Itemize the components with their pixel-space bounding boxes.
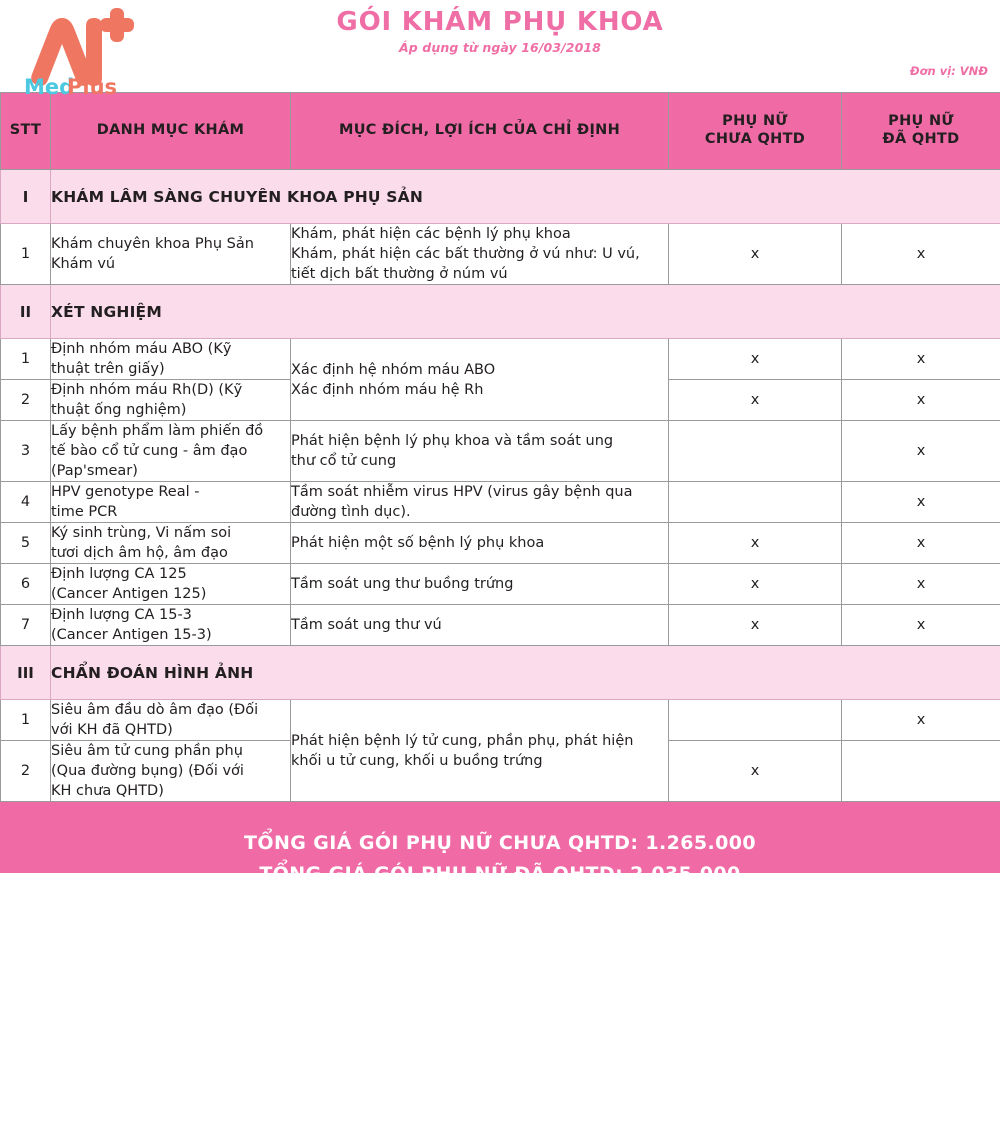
text-line: Tầm soát ung thư buồng trứng (291, 576, 514, 592)
row-description (291, 523, 669, 564)
table-body (1, 170, 1000, 802)
text-line: KH chưa QHTD) (51, 783, 164, 799)
row-description (291, 339, 669, 421)
table-row (1, 224, 1000, 285)
row-mark-da-qhtd: x (842, 564, 1000, 605)
row-description (291, 421, 669, 482)
text-line: Tầm soát ung thư vú (291, 617, 442, 633)
text-line: HPV genotype Real - (51, 484, 200, 500)
currency-unit-note: Đơn vị: VNĐ (909, 64, 988, 78)
row-mark-chua-qhtd (669, 421, 842, 482)
text-line: tiết dịch bất thường ở núm vú (291, 266, 508, 282)
row-name (51, 605, 291, 646)
medplus-logo (14, 4, 144, 96)
table-row (1, 700, 1000, 741)
row-name (51, 741, 291, 802)
package-table (0, 92, 1000, 802)
totals-footer (0, 802, 1000, 885)
col-header-chua-line2: CHƯA QHTD (704, 131, 806, 147)
row-mark-chua-qhtd: x (669, 741, 842, 802)
row-mark-chua-qhtd: x (669, 380, 842, 421)
text-line: thư cổ tử cung (291, 453, 397, 469)
text-line: (Cancer Antigen 15-3) (51, 627, 212, 643)
row-mark-da-qhtd: x (842, 605, 1000, 646)
row-name (51, 564, 291, 605)
text-line: Phát hiện bệnh lý tử cung, phần phụ, phát hiện (291, 732, 634, 749)
text-line: Khám vú (51, 256, 116, 272)
row-description (291, 482, 669, 523)
text-line: Khám chuyên khoa Phụ Sản (51, 236, 254, 252)
row-mark-chua-qhtd: x (669, 605, 842, 646)
total-chua-qhtd: TỔNG GIÁ GÓI PHỤ NỮ CHƯA QHTD: 1.265.000 (244, 832, 756, 854)
row-mark-chua-qhtd: x (669, 523, 842, 564)
text-line: khối u tử cung, khối u buồng trứng (291, 752, 543, 769)
table-row (1, 523, 1000, 564)
section-label: KHÁM LÂM SÀNG CHUYÊN KHOA PHỤ SẢN (51, 170, 1000, 224)
row-number: 1 (1, 700, 51, 741)
col-header-name: DANH MỤC KHÁM (51, 93, 291, 170)
row-mark-da-qhtd: x (842, 380, 1000, 421)
text-line: Ký sinh trùng, Vi nấm soi (51, 525, 232, 541)
col-header-desc: MỤC ĐÍCH, LỢI ÍCH CỦA CHỈ ĐỊNH (291, 93, 669, 170)
text-line: (Qua đường bụng) (Đối với (51, 763, 244, 779)
page-header (0, 0, 1000, 96)
row-mark-da-qhtd: x (842, 523, 1000, 564)
row-name (51, 482, 291, 523)
text-line: Định lượng CA 15-3 (51, 607, 192, 623)
row-mark-chua-qhtd (669, 482, 842, 523)
row-description (291, 605, 669, 646)
col-header-da-line2: ĐÃ QHTD (882, 131, 960, 147)
col-header-stt: STT (1, 93, 51, 170)
row-mark-da-qhtd: x (842, 224, 1000, 285)
text-line: Tầm soát nhiễm virus HPV (virus gây bệnh qua (291, 484, 633, 500)
col-header-da-qhtd (842, 93, 1000, 170)
row-description (291, 224, 669, 285)
logo-mark-icon (14, 4, 144, 96)
row-mark-chua-qhtd: x (669, 339, 842, 380)
row-mark-chua-qhtd (669, 700, 842, 741)
row-number: 1 (1, 224, 51, 285)
text-line: Định lượng CA 125 (51, 566, 187, 582)
row-mark-chua-qhtd: x (669, 224, 842, 285)
text-line: Định nhóm máu Rh(D) (Kỹ (51, 382, 243, 398)
row-name (51, 421, 291, 482)
logo-word-plus: Plus (67, 75, 118, 96)
row-number: 2 (1, 741, 51, 802)
section-header-row (1, 170, 1000, 224)
row-number: 2 (1, 380, 51, 421)
text-line: đường tình dục). (291, 504, 411, 520)
row-mark-da-qhtd: x (842, 421, 1000, 482)
text-line: Phát hiện bệnh lý phụ khoa và tầm soát ung (291, 433, 614, 449)
row-name (51, 339, 291, 380)
page-subtitle: Áp dụng từ ngày 16/03/2018 (399, 39, 601, 55)
section-number: III (1, 646, 51, 700)
row-number: 6 (1, 564, 51, 605)
col-header-da-line1: PHỤ NỮ (888, 113, 954, 130)
text-line: thuật trên giấy) (51, 361, 165, 377)
row-name (51, 380, 291, 421)
row-name (51, 523, 291, 564)
table-row (1, 339, 1000, 380)
row-number: 3 (1, 421, 51, 482)
text-line: Lấy bệnh phẩm làm phiến đồ (51, 423, 264, 439)
table-header-row (1, 93, 1000, 170)
text-line: tươi dịch âm hộ, âm đạo (51, 545, 228, 561)
text-line: Siêu âm tử cung phần phụ (51, 743, 243, 759)
text-line: (Pap'smear) (51, 463, 138, 479)
text-line: Khám, phát hiện các bất thường ở vú như: U vú, (291, 246, 640, 262)
row-description (291, 700, 669, 802)
total-da-qhtd: TỔNG GIÁ GÓI PHỤ NỮ ĐÃ QHTD: 2.035.000 (259, 862, 741, 885)
section-label: XÉT NGHIỆM (51, 285, 1000, 339)
table-head (1, 93, 1000, 170)
col-header-chua-qhtd (669, 93, 842, 170)
text-line: thuật ống nghiệm) (51, 402, 187, 418)
text-line: Định nhóm máu ABO (Kỹ (51, 341, 232, 357)
section-header-row (1, 285, 1000, 339)
table-row (1, 421, 1000, 482)
text-line: Xác định hệ nhóm máu ABO (291, 361, 496, 378)
title-block (0, 8, 1000, 55)
table-row (1, 605, 1000, 646)
text-line: Phát hiện một số bệnh lý phụ khoa (291, 535, 545, 551)
row-number: 1 (1, 339, 51, 380)
text-line: time PCR (51, 504, 118, 520)
section-number: II (1, 285, 51, 339)
row-name (51, 700, 291, 741)
text-line: Siêu âm đầu dò âm đạo (Đối (51, 702, 259, 718)
section-label: CHẨN ĐOÁN HÌNH ẢNH (51, 646, 1000, 700)
row-mark-da-qhtd: x (842, 700, 1000, 741)
row-description (291, 564, 669, 605)
col-header-chua-line1: PHỤ NỮ (722, 113, 788, 130)
row-number: 4 (1, 482, 51, 523)
text-line: Khám, phát hiện các bệnh lý phụ khoa (291, 226, 571, 242)
page-title: GÓI KHÁM PHỤ KHOA (336, 7, 664, 37)
text-line: Xác định nhóm máu hệ Rh (291, 381, 484, 398)
text-line: (Cancer Antigen 125) (51, 586, 207, 602)
section-header-row (1, 646, 1000, 700)
text-line: với KH đã QHTD) (51, 722, 173, 738)
row-name (51, 224, 291, 285)
row-number: 7 (1, 605, 51, 646)
text-line: tế bào cổ tử cung - âm đạo (51, 443, 248, 459)
table-row (1, 564, 1000, 605)
table-row (1, 482, 1000, 523)
logo-word-med: Med (24, 75, 75, 96)
row-mark-da-qhtd (842, 741, 1000, 802)
section-number: I (1, 170, 51, 224)
row-number: 5 (1, 523, 51, 564)
row-mark-chua-qhtd: x (669, 564, 842, 605)
row-mark-da-qhtd: x (842, 339, 1000, 380)
row-mark-da-qhtd: x (842, 482, 1000, 523)
